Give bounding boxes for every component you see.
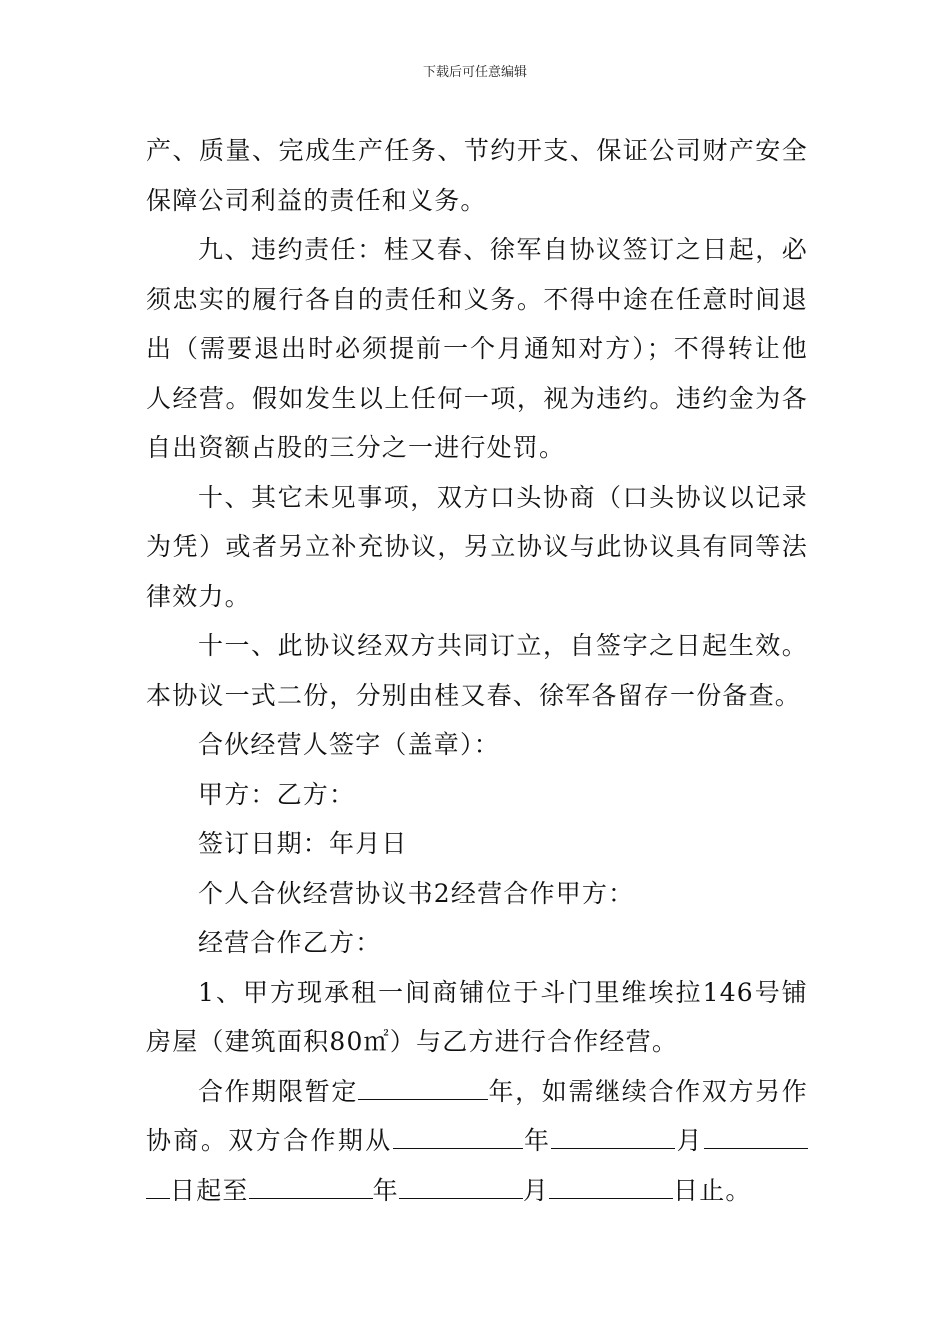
paragraph-cooperation-term <box>146 1067 808 1216</box>
paragraph-second-agreement-title: 个人合伙经营协议书2经营合作甲方： <box>198 878 635 908</box>
blank-end-month <box>399 1197 523 1199</box>
term-text-5: 日起至 <box>170 1175 249 1205</box>
blank-start-year <box>393 1147 523 1149</box>
blank-end-day <box>549 1197 673 1199</box>
blank-term-years <box>358 1098 488 1100</box>
page-header: 下载后可任意编辑 <box>422 65 527 80</box>
term-text-7: 月 <box>522 1175 550 1205</box>
paragraph-party-b: 经营合作乙方： <box>198 928 382 957</box>
term-text-2: 年，如需继续合作双方另作协商。双方合作期从 <box>146 1076 808 1155</box>
paragraph-duties-end: 产、质量、完成生产任务、节约开支、保证公司财产安全保障公司利益的责任和义务。 <box>146 136 808 215</box>
paragraph-other-matters: 十、其它未见事项，双方口头协商（口头协议以记录为凭）或者另立补充协议，另立协议与此协议具有同等法律效力。 <box>146 482 808 611</box>
term-text-6: 年 <box>372 1175 399 1205</box>
paragraph-sign-date: 签订日期：年月日 <box>198 829 408 858</box>
blank-end-year <box>249 1197 373 1199</box>
paragraph-shop-lease: 1、甲方现承租一间商铺位于斗门里维埃拉146号铺房屋（建筑面积80㎡）与乙方进行合作经营。 <box>146 977 808 1056</box>
blank-start-day-a <box>704 1147 808 1149</box>
blank-start-month <box>551 1147 675 1149</box>
blank-start-day-b <box>146 1197 170 1199</box>
term-text-3: 年 <box>522 1126 552 1155</box>
term-text-8: 日止。 <box>673 1175 752 1205</box>
term-text-1: 合作期限暂定 <box>198 1076 358 1106</box>
term-text-4: 月 <box>675 1126 705 1155</box>
paragraph-breach-liability: 九、违约责任：桂又春、徐军自协议签订之日起，必须忠实的履行各自的责任和义务。不得中途在任意时间退出（需要退出时必须提前一个月通知对方）；不得转让他人经营。假如发生以上任何一项，视为违约。违约金为各自出资额占股的三分之一进行处罚。 <box>146 235 808 462</box>
paragraph-effectiveness: 十一、此协议经双方共同订立，自签字之日起生效。本协议一式二份，分别由桂又春、徐军各留存一份备查。 <box>146 631 808 710</box>
document-body <box>146 126 808 1215</box>
paragraph-signature-label: 合伙经营人签字（盖章）： <box>198 730 500 759</box>
paragraph-parties: 甲方：乙方： <box>198 779 356 809</box>
